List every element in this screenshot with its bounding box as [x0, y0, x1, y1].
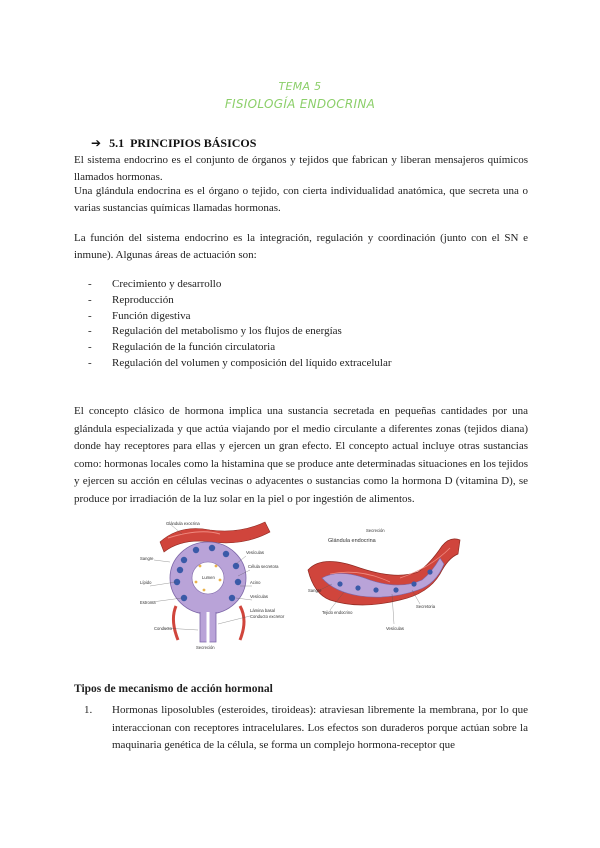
svg-text:Acino: Acino	[250, 580, 261, 585]
svg-text:Estroma: Estroma	[140, 600, 156, 605]
subsection-heading: Tipos de mecanismo de acción hormonal	[74, 683, 273, 695]
tema-number: TEMA 5	[278, 80, 322, 93]
svg-text:Conducto: Conducto	[154, 626, 172, 631]
svg-text:Vesículas: Vesículas	[386, 626, 404, 631]
item-number: 1.	[84, 704, 93, 716]
svg-text:Secretoria: Secretoria	[416, 604, 436, 609]
arrow-icon: ➔	[91, 136, 102, 150]
item-text: Hormonas liposolubles (esteroides, tiroideas): atraviesan libremente la membrana, por lo que interaccionan con receptores intracelulares. Los efectos son duraderos porque actúan sobre la maquinaria genética de la célula, se forma un complejo hormona-receptor que	[112, 704, 528, 751]
paragraph-endocrine-system: El sistema endocrino es el conjunto de órganos y tejidos que fabrican y liberan mensajeros químicos llamados hormonas.	[74, 154, 528, 183]
svg-text:Sangre: Sangre	[140, 556, 154, 561]
svg-text:Célula secretora: Célula secretora	[248, 564, 279, 569]
svg-text:Glándula endocrina: Glándula endocrina	[328, 538, 376, 544]
svg-text:Vesículas: Vesículas	[246, 550, 264, 555]
svg-text:Lípido: Lípido	[140, 580, 152, 585]
svg-text:Lumen: Lumen	[202, 575, 215, 580]
list-item: - Función digestiva	[88, 309, 191, 322]
list-item: - Crecimiento y desarrollo	[88, 278, 222, 290]
list-item: - Regulación del metabolismo y los flujos de energías	[88, 325, 342, 338]
svg-text:Sangre: Sangre	[308, 588, 322, 593]
svg-text:Secreción: Secreción	[196, 645, 215, 650]
paragraph-hormone-concept: El concepto clásico de hormona implica una sustancia secretada en pequeñas cantidades por una glándula especializada y que actúa viajando por el medio circulante a diferentes zonas (tejidos diana) donde hay receptores para ellas y ejercen un gran efecto. El concepto actual incluye otras sustancias como: hormonas locales como la histamina que se produce ante determinadas situaciones en los tejidos y ejercen su acción en células vecinas o adyacentes o sustancias como la hormona D (vitamina D), se produce por irradiación de la luz solar en la piel o por ingestión de alimentos.	[74, 405, 528, 505]
section-number: 5.1	[109, 136, 125, 150]
endocrine-gland-figure	[300, 528, 470, 638]
list-item: - Regulación del volumen y composición del líquido extracelular	[88, 356, 392, 369]
paragraph-function: La función del sistema endocrino es la integración, regulación y coordinación (junto con el SN e inmune). Algunas áreas de actuación son:	[74, 232, 528, 261]
svg-text:Glándula exocrina: Glándula exocrina	[166, 521, 200, 526]
list-item: - Regulación de la función circulatoria	[88, 341, 276, 354]
svg-text:Lámina basal: Lámina basal	[250, 608, 275, 613]
svg-text:Conducto excretor: Conducto excretor	[250, 614, 285, 619]
section-heading	[91, 136, 256, 151]
svg-text:Secreción: Secreción	[366, 528, 385, 533]
exocrine-gland-figure	[140, 520, 285, 650]
page-title: FISIOLOGÍA ENDOCRINA	[224, 97, 376, 111]
areas-list	[88, 277, 392, 372]
svg-text:Tejido endocrino: Tejido endocrino	[322, 610, 353, 615]
numbered-item	[84, 702, 528, 755]
section-title: PRINCIPIOS BÁSICOS	[130, 136, 257, 150]
list-item: - Reproducción	[88, 293, 174, 306]
paragraph-endocrine-gland: Una glándula endocrina es el órgano o tejido, con cierta individualidad anatómica, que secreta una o varias sustancias químicas llamadas hormonas.	[74, 185, 528, 214]
svg-text:Vesículas: Vesículas	[250, 594, 268, 599]
